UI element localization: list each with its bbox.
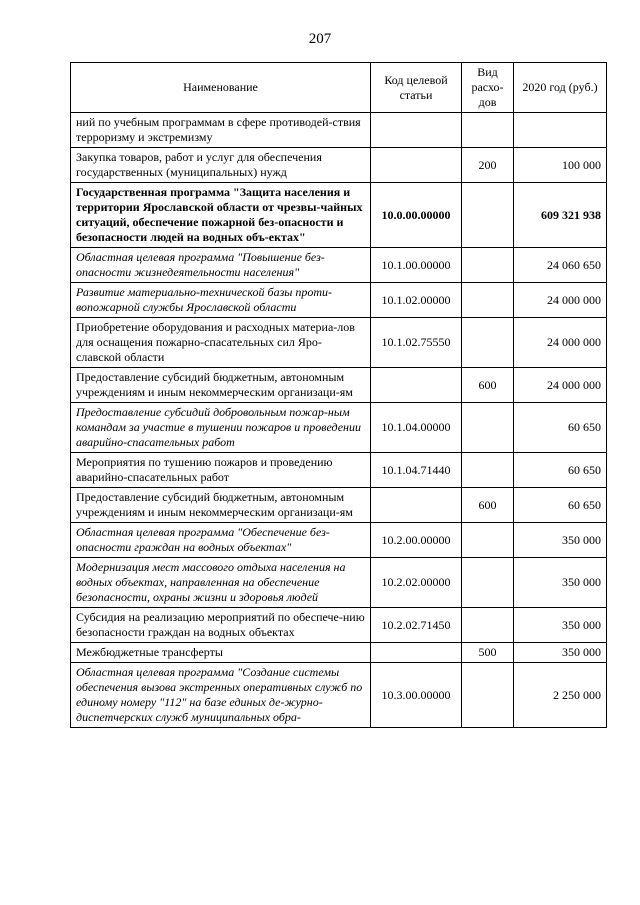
cell-amount: 24 060 650 <box>514 248 607 283</box>
cell-name: ний по учебным программам в сфере противодей-ствия терроризму и экстремизму <box>71 113 371 148</box>
cell-name: Областная целевая программа "Обеспечение без-опасности граждан на водных объектах" <box>71 523 371 558</box>
cell-kind <box>462 248 514 283</box>
table-row <box>71 283 607 318</box>
cell-name: Областная целевая программа "Повышение без-опасности жизнедеятельности населения" <box>71 248 371 283</box>
cell-name: Межбюджетные трансферты <box>71 643 371 663</box>
cell-code: 10.2.02.00000 <box>371 558 462 608</box>
cell-kind: 600 <box>462 368 514 403</box>
cell-kind: 200 <box>462 148 514 183</box>
cell-code: 10.1.02.00000 <box>371 283 462 318</box>
table-row <box>71 643 607 663</box>
cell-code: 10.1.04.00000 <box>371 403 462 453</box>
page-number: 207 <box>308 31 332 47</box>
cell-code <box>371 148 462 183</box>
cell-name: Приобретение оборудования и расходных материа-лов для оснащения пожарно-спасательных сил Яро-славской области <box>71 318 371 368</box>
header-amount: 2020 год (руб.) <box>514 63 607 113</box>
cell-kind: 600 <box>462 488 514 523</box>
header-code: Код целевой статьи <box>371 63 462 113</box>
cell-amount: 24 000 000 <box>514 283 607 318</box>
table-row <box>71 248 607 283</box>
cell-code: 10.2.02.71450 <box>371 608 462 643</box>
table-row <box>71 113 607 148</box>
cell-kind <box>462 318 514 368</box>
table-row <box>71 148 607 183</box>
table-row <box>71 368 607 403</box>
table-row <box>71 523 607 558</box>
table-row <box>71 403 607 453</box>
cell-kind <box>462 453 514 488</box>
cell-code <box>371 368 462 403</box>
cell-kind <box>462 403 514 453</box>
cell-kind <box>462 283 514 318</box>
cell-name: Мероприятия по тушению пожаров и проведению аварийно-спасательных работ <box>71 453 371 488</box>
cell-kind <box>462 183 514 248</box>
cell-kind: 500 <box>462 643 514 663</box>
cell-name: Областная целевая программа "Создание системы обеспечения вызова экстренных оперативных служб по единому номеру "112" на базе единых де-журно-диспетчерских служб муниципальных обра- <box>71 663 371 728</box>
cell-name: Развитие материально-технической базы проти-вопожарной службы Ярославской области <box>71 283 371 318</box>
cell-code: 10.0.00.00000 <box>371 183 462 248</box>
cell-name: Субсидия на реализацию мероприятий по обеспече-нию безопасности граждан на водных объектах <box>71 608 371 643</box>
cell-amount <box>514 113 607 148</box>
table-row <box>71 488 607 523</box>
cell-name: Предоставление субсидий бюджетным, автономным учреждениям и иным некоммерческим организаци-ям <box>71 488 371 523</box>
cell-code: 10.2.00.00000 <box>371 523 462 558</box>
cell-kind <box>462 663 514 728</box>
cell-amount: 60 650 <box>514 453 607 488</box>
cell-code: 10.3.00.00000 <box>371 663 462 728</box>
table-row <box>71 663 607 728</box>
cell-amount: 60 650 <box>514 488 607 523</box>
cell-name: Предоставление субсидий добровольным пожар-ным командам за участие в тушении пожаров и проведении аварийно-спасательных работ <box>71 403 371 453</box>
cell-amount: 24 000 000 <box>514 368 607 403</box>
header-kind: Вид расхо-дов <box>462 63 514 113</box>
table-row <box>71 453 607 488</box>
cell-kind <box>462 523 514 558</box>
cell-name: Закупка товаров, работ и услуг для обеспечения государственных (муниципальных) нужд <box>71 148 371 183</box>
cell-name: Предоставление субсидий бюджетным, автономным учреждениям и иным некоммерческим организаци-ям <box>71 368 371 403</box>
cell-amount: 60 650 <box>514 403 607 453</box>
cell-amount: 350 000 <box>514 558 607 608</box>
cell-code: 10.1.04.71440 <box>371 453 462 488</box>
table-row <box>71 558 607 608</box>
cell-code <box>371 488 462 523</box>
cell-code: 10.1.00.00000 <box>371 248 462 283</box>
table-row <box>71 608 607 643</box>
cell-amount: 350 000 <box>514 643 607 663</box>
cell-kind <box>462 558 514 608</box>
cell-code <box>371 643 462 663</box>
table-row <box>71 318 607 368</box>
table-header-row <box>71 63 607 113</box>
cell-amount: 2 250 000 <box>514 663 607 728</box>
cell-kind <box>462 113 514 148</box>
cell-code: 10.1.02.75550 <box>371 318 462 368</box>
header-name: Наименование <box>71 63 371 113</box>
cell-name: Модернизация мест массового отдыха населения на водных объектах, направленная на обеспечение безопасности, охраны жизни и здоровья людей <box>71 558 371 608</box>
cell-code <box>371 113 462 148</box>
cell-amount: 350 000 <box>514 523 607 558</box>
cell-amount: 100 000 <box>514 148 607 183</box>
cell-amount: 609 321 938 <box>514 183 607 248</box>
cell-amount: 350 000 <box>514 608 607 643</box>
budget-table <box>70 62 607 728</box>
cell-name: Государственная программа "Защита населения и территории Ярославской области от чрезвы-чайных ситуаций, обеспечение пожарной без-опасности и безопасности людей на водных объ-ектах" <box>71 183 371 248</box>
cell-kind <box>462 608 514 643</box>
table-row <box>71 183 607 248</box>
cell-amount: 24 000 000 <box>514 318 607 368</box>
